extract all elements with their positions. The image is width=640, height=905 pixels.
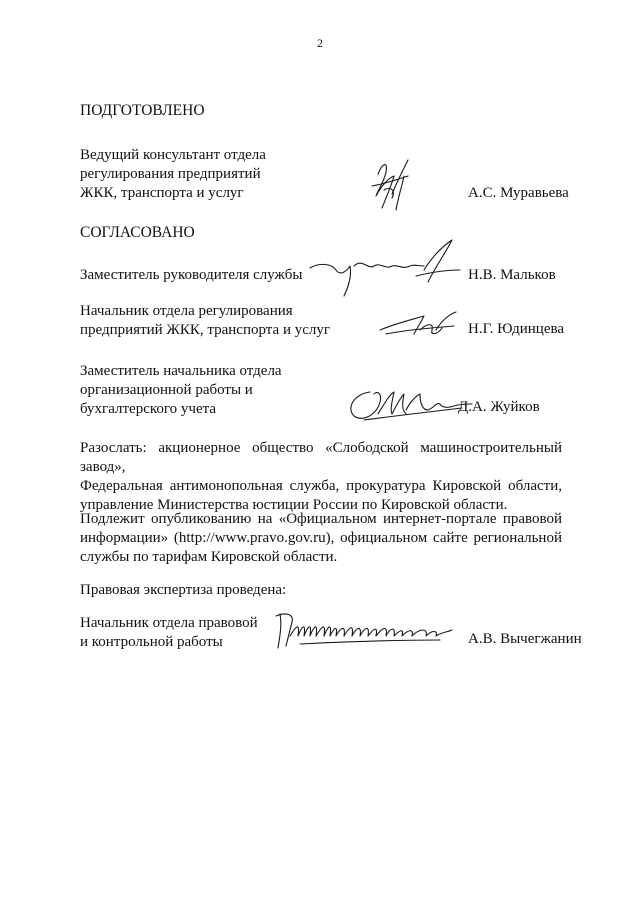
prepared-position-line: Ведущий консультант отдела <box>80 147 266 163</box>
legal-review-position-line: Начальник отдела правовой <box>80 615 258 631</box>
zhuikov-signature <box>344 380 474 426</box>
publication-line: информации» (http://www.pravo.gov.ru), официальном сайте региональной <box>80 530 562 546</box>
signer-name: Н.Г. Юдинцева <box>468 321 565 337</box>
signer-position-line: Заместитель начальника отдела <box>80 363 282 379</box>
publication-line: службы по тарифам Кировской области. <box>80 549 338 565</box>
legal-review-position-line: и контрольной работы <box>80 634 223 650</box>
prepared-name: А.С. Муравьева <box>468 185 569 201</box>
agreed-heading: СОГЛАСОВАНО <box>80 224 195 241</box>
muravyeva-signature <box>362 150 432 220</box>
vychegzhanin-signature <box>270 606 456 654</box>
signer-position-line: организационной работы и <box>80 382 253 398</box>
distribution-line: Федеральная антимонопольная служба, прокуратура Кировской области, <box>80 478 562 494</box>
legal-review-position <box>80 614 258 652</box>
page-number: 2 <box>317 36 323 50</box>
signer-name: Н.В. Мальков <box>468 267 556 283</box>
publication-line: Подлежит опубликованию на «Официальном интернет-портале правовой <box>80 511 562 527</box>
prepared-position-line: ЖКК, транспорта и услуг <box>80 185 244 201</box>
signer-position-line: предприятий ЖКК, транспорта и услуг <box>80 322 331 338</box>
distribution-paragraph <box>80 439 562 515</box>
signer-name: Д.А. Жуйков <box>458 399 540 415</box>
malkov-signature <box>306 236 466 300</box>
legal-review-name: А.В. Вычегжанин <box>468 631 582 647</box>
signer-position <box>80 362 282 419</box>
distribution-line: Разослать: акционерное общество «Слободской машиностроительный завод», <box>80 440 562 475</box>
legal-review-text: Правовая экспертиза проведена: <box>80 582 287 598</box>
prepared-position-line: регулирования предприятий <box>80 166 261 182</box>
prepared-heading: ПОДГОТОВЛЕНО <box>80 102 205 119</box>
distribution-line: управление Министерства юстиции России по Кировской области. <box>80 497 508 513</box>
signer-position-line: бухгалтерского учета <box>80 401 217 417</box>
signer-position-line: Начальник отдела регулирования <box>80 303 293 319</box>
signer-position: Заместитель руководителя службы <box>80 267 303 283</box>
signer-position <box>80 302 330 340</box>
yudintseva-signature <box>376 304 460 342</box>
prepared-position <box>80 146 266 203</box>
publication-paragraph <box>80 510 562 567</box>
